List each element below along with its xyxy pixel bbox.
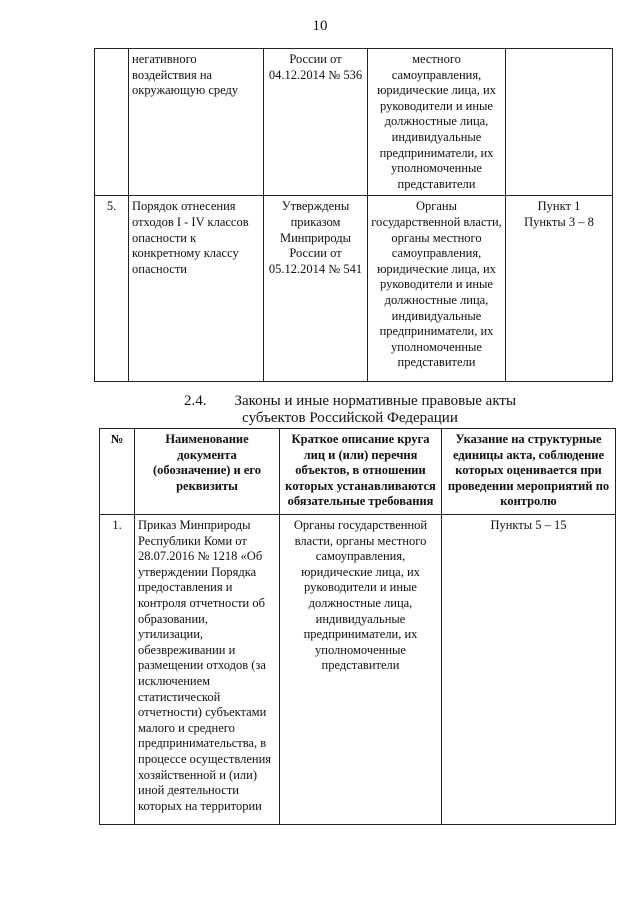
table-header-row	[100, 429, 616, 515]
page-number: 10	[312, 18, 328, 34]
persons-description: местного самоуправления, юридические лица, их руководители и иные должностные лица, индивидуальные предприниматели, их уполномоченные представители	[368, 49, 506, 196]
row-number	[95, 49, 129, 196]
document-name: негативного воздействия на окружающую среду	[129, 49, 264, 196]
structural-units: Пункт 1 Пункты 3 – 8	[506, 196, 613, 382]
header-structural-units: Указание на структурные единицы акта, соблюдение которых оценивается при проведении мероприятий по контролю	[442, 429, 616, 515]
persons-description: Органы государственной власти, органы местного самоуправления, юридические лица, их руководители и иные должностные лица, индивидуальные предприниматели, их уполномоченные представители	[368, 196, 506, 382]
document-name: Приказ Минприроды Республики Коми от 28.07.2016 № 1218 «Об утверждении Порядка предоставления и контроля отчетности об образовании, утилизации, обезвреживании и размещении отходов (за исключением статистической отчетности) субъектами малого и среднего предпринимательства, в процессе осуществления хозяйственной и (или) иной деятельности которых на территории	[135, 515, 280, 825]
document-details: России от 04.12.2014 № 536	[264, 49, 368, 196]
table-row	[95, 196, 613, 382]
header-document-name: Наименование документа (обозначение) и его реквизиты	[135, 429, 280, 515]
structural-units: Пункты 5 – 15	[442, 515, 616, 825]
regional-acts-table	[99, 428, 616, 825]
row-number: 5.	[95, 196, 129, 382]
table-row	[100, 515, 616, 825]
header-persons: Краткое описание круга лиц и (или) перечня объектов, в отношении которых устанавливаются обязательные требования	[280, 429, 442, 515]
section-title-line2: субъектов Российской Федерации	[242, 410, 458, 426]
requirements-table-continued	[94, 48, 613, 382]
row-number: 1.	[100, 515, 135, 825]
header-number: №	[100, 429, 135, 515]
section-title-line1: Законы и иные нормативные правовые акты	[234, 393, 517, 409]
document-details: Утверждены приказом Минприроды России от 05.12.2014 № 541	[264, 196, 368, 382]
document-name: Порядок отнесения отходов I - IV классов опасности к конкретному классу опасности	[129, 196, 264, 382]
section-number: 2.4.	[183, 393, 207, 409]
section-heading	[100, 393, 600, 427]
persons-description: Органы государственной власти, органы местного самоуправления, юридические лица, их руководители и иные должностные лица, индивидуальные предприниматели, их уполномоченные представители	[280, 515, 442, 825]
structural-units	[506, 49, 613, 196]
table-row	[95, 49, 613, 196]
